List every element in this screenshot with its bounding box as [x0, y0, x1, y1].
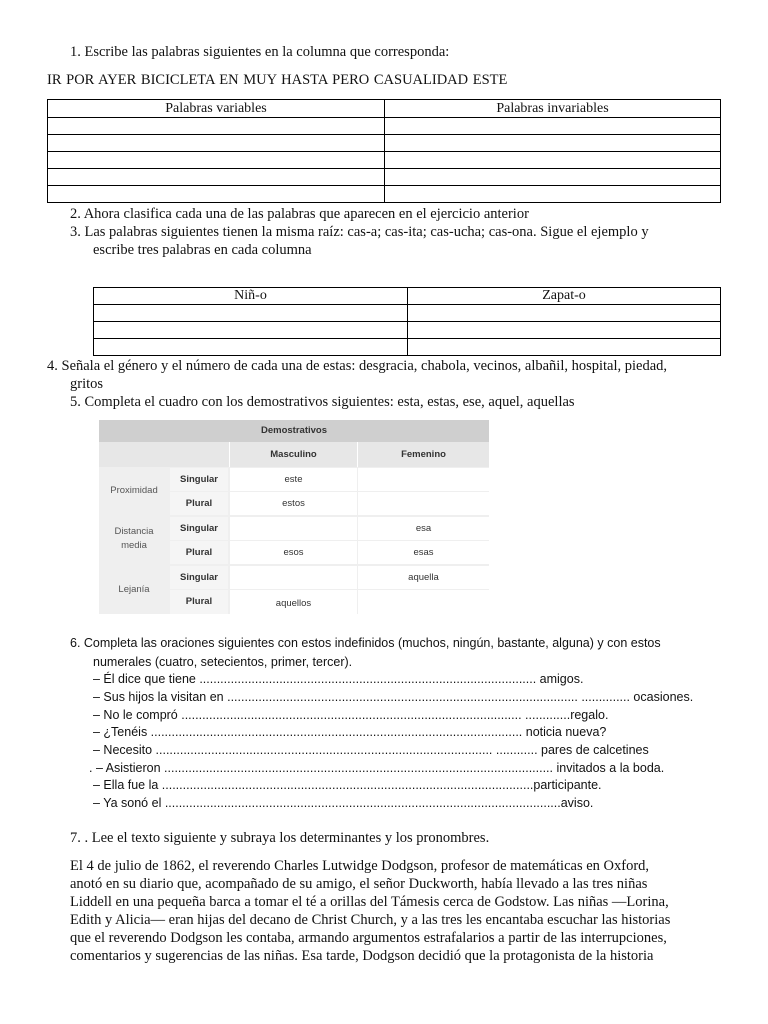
- ex1-cell[interactable]: [385, 118, 721, 135]
- demo-singular-1: Singular: [170, 468, 228, 491]
- demo-cell-prox-plur-fem[interactable]: [358, 492, 489, 515]
- demo-title: Demostrativos: [99, 420, 489, 442]
- ex4-instruction-line1: 4. Señala el género y el número de cada una de estas: desgracia, chabola, vecinos, albañil, hospital, piedad,: [47, 358, 668, 374]
- ex6-sentence-8[interactable]: – Ya sonó el ..................................................................................................................aviso.: [93, 796, 594, 810]
- ex6-sentence-4[interactable]: – ¿Tenéis ........................................................................................................... noticia nueva?: [93, 725, 607, 739]
- ex2-instruction: 2. Ahora clasifica cada una de las palabras que aparecen en el ejercicio anterior: [70, 206, 529, 222]
- ex7-instruction: 7. . Lee el texto siguiente y subraya los determinantes y los pronombres.: [70, 830, 490, 846]
- ex1-col-invariables: Palabras invariables: [385, 100, 721, 118]
- demo-header-femenino: Femenino: [358, 442, 489, 467]
- ex1-instruction: 1. Escribe las palabras siguientes en la columna que corresponda:: [70, 44, 450, 60]
- ex5-instruction: 5. Completa el cuadro con los demostrativos siguientes: esta, estas, ese, aquel, aquellas: [70, 394, 575, 410]
- ex3-table: [93, 287, 721, 356]
- ex1-cell[interactable]: [385, 169, 721, 186]
- demo-cell-lej-plur-masc[interactable]: aquellos: [230, 590, 357, 614]
- ex1-cell[interactable]: [48, 118, 385, 135]
- ex1-cell[interactable]: [48, 186, 385, 203]
- demo-header-masculino: Masculino: [230, 442, 357, 467]
- ex3-instruction-line2: escribe tres palabras en cada columna: [93, 242, 312, 258]
- ex6-instruction-line1: 6. Completa las oraciones siguientes con estos indefinidos (muchos, ningún, bastante, alguna) y con estos: [70, 636, 661, 650]
- ex6-sentence-1[interactable]: – Él dice que tiene ................................................................................................. amigos.: [93, 672, 584, 686]
- ex1-table: [47, 99, 721, 203]
- ex7-paragraph-line2: anotó en su diario que, acompañado de su amigo, el señor Duckworth, había llevado a las tres niñas: [70, 876, 648, 892]
- ex7-paragraph-line6: comentarios y sugerencias de las niñas. Esa tarde, Dodgson decidió que la protagonista de la historia: [70, 948, 654, 964]
- ex1-cell[interactable]: [385, 135, 721, 152]
- ex1-cell[interactable]: [48, 169, 385, 186]
- ex1-col-variables: Palabras variables: [48, 100, 385, 118]
- demo-group-distancia-l1: Distancia: [114, 526, 154, 537]
- ex3-cell[interactable]: [94, 339, 408, 356]
- ex3-col-nino: Niñ-o: [94, 288, 408, 305]
- demo-singular-2: Singular: [170, 517, 228, 540]
- ex3-col-zapato: Zapat-o: [408, 288, 721, 305]
- demo-group-lejania: Lejanía: [99, 566, 169, 614]
- demo-cell-prox-plur-masc[interactable]: estos: [230, 492, 357, 515]
- demo-cell-dist-plur-fem[interactable]: esas: [358, 541, 489, 564]
- demo-group-proximidad: Proximidad: [99, 467, 169, 515]
- ex7-paragraph-line5: que el reverendo Dodgson les contaba, armando argumentos estrafalarios a partir de las interrupciones,: [70, 930, 667, 946]
- ex6-sentence-3[interactable]: – No le compró .................................................................................................. .............regalo.: [93, 708, 609, 722]
- demo-group-distancia-l2: media: [121, 540, 147, 551]
- ex3-instruction-line1: 3. Las palabras siguientes tienen la misma raíz: cas-a; cas-ita; cas-ucha; cas-ona. Sigue el ejemplo y: [70, 224, 649, 240]
- demo-plural-1: Plural: [170, 492, 228, 515]
- demo-group-distancia: [99, 516, 169, 565]
- ex3-cell[interactable]: [408, 339, 721, 356]
- demo-cell-lej-sing-fem[interactable]: aquella: [358, 566, 489, 589]
- ex6-sentence-2[interactable]: – Sus hijos la visitan en ..................................................................................................... .............. ocasiones.: [93, 690, 694, 704]
- ex1-cell[interactable]: [48, 152, 385, 169]
- demo-header-blank: [99, 442, 229, 467]
- demo-cell-prox-sing-masc[interactable]: este: [230, 468, 357, 491]
- ex4-instruction-line2: gritos: [70, 376, 104, 392]
- ex3-cell[interactable]: [94, 305, 408, 322]
- demo-cell-prox-sing-fem[interactable]: [358, 468, 489, 491]
- demo-cell-dist-sing-fem[interactable]: esa: [358, 517, 489, 540]
- demo-cell-dist-plur-masc[interactable]: esos: [230, 541, 357, 564]
- ex7-paragraph-line3: Liddell en una pequeña barca a tomar el té a orillas del Támesis cerca de Godstow. Las niñas —Lorina,: [70, 894, 669, 910]
- demostrativos-table: [99, 420, 489, 614]
- ex3-cell[interactable]: [408, 322, 721, 339]
- demo-plural-3: Plural: [170, 590, 228, 614]
- demo-cell-dist-sing-masc[interactable]: [230, 517, 357, 540]
- ex3-cell[interactable]: [94, 322, 408, 339]
- ex7-paragraph-line4: Edith y Alicia— eran hijas del decano de Christ Church, y a las tres les encantaba escuchar las historias: [70, 912, 671, 928]
- ex1-word-list: IR POR AYER BICICLETA EN MUY HASTA PERO CASUALIDAD ESTE: [47, 72, 508, 88]
- demo-singular-3: Singular: [170, 566, 228, 589]
- ex6-instruction-line2: numerales (cuatro, setecientos, primer, tercer).: [93, 655, 353, 669]
- ex6-sentence-6[interactable]: . – Asistieron ................................................................................................................ invitados a la boda.: [89, 761, 665, 775]
- ex1-cell[interactable]: [385, 152, 721, 169]
- demo-cell-lej-plur-fem[interactable]: [358, 590, 489, 614]
- ex6-sentence-5[interactable]: – Necesito ................................................................................................. ............ pares de calcetines: [93, 743, 649, 757]
- ex6-sentence-7[interactable]: – Ella fue la ...........................................................................................................participante.: [93, 778, 602, 792]
- demo-plural-2: Plural: [170, 541, 228, 564]
- ex3-cell[interactable]: [408, 305, 721, 322]
- ex7-paragraph-line1: El 4 de julio de 1862, el reverendo Charles Lutwidge Dodgson, profesor de matemáticas en Oxford,: [70, 858, 650, 874]
- ex1-cell[interactable]: [385, 186, 721, 203]
- ex1-cell[interactable]: [48, 135, 385, 152]
- demo-cell-lej-sing-masc[interactable]: [230, 566, 357, 589]
